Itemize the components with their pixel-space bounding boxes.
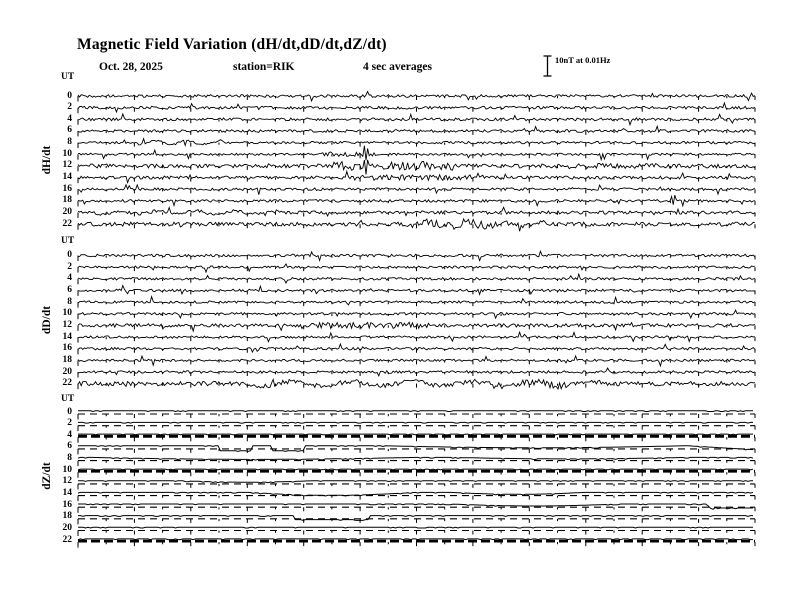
- row-label: 8: [67, 296, 72, 307]
- panel-ylabel-dDdt: dD/dt: [41, 305, 53, 334]
- row-label: 6: [67, 284, 72, 295]
- row-label: 6: [67, 441, 72, 452]
- row-label: 10: [62, 148, 72, 159]
- ut-label: UT: [61, 72, 75, 82]
- panel-ylabel-dZdt: dZ/dt: [41, 462, 53, 490]
- row-label: 14: [62, 331, 72, 342]
- row-label: 2: [67, 261, 72, 272]
- averaging-label: 4 sec averages: [363, 61, 432, 73]
- row-label: 12: [62, 476, 72, 487]
- row-label: 20: [62, 523, 72, 533]
- row-label: 2: [67, 102, 72, 113]
- row-label: 16: [62, 343, 72, 354]
- station-label: station=RIK: [233, 61, 295, 73]
- row-label: 14: [62, 488, 72, 499]
- row-label: 16: [62, 499, 72, 510]
- date-label: Oct. 28, 2025: [99, 61, 163, 73]
- row-label: 18: [62, 195, 72, 206]
- row-label: 22: [62, 218, 72, 229]
- row-label: 16: [62, 183, 72, 194]
- ut-label: UT: [61, 393, 75, 404]
- scale-bar-label: 10nT at 0.01Hz: [555, 55, 611, 65]
- row-label: 18: [62, 511, 72, 522]
- row-label: 10: [62, 464, 72, 475]
- row-label: 2: [67, 418, 72, 429]
- row-label: 0: [67, 250, 72, 260]
- row-label: 4: [67, 273, 72, 284]
- row-label: 8: [67, 137, 72, 148]
- row-label: 4: [67, 113, 72, 124]
- row-label: 0: [67, 406, 72, 417]
- ut-label: UT: [61, 236, 75, 246]
- row-label: 22: [62, 534, 72, 545]
- row-label: 18: [62, 354, 72, 365]
- panel-ylabel-dHdt: dH/dt: [41, 145, 53, 175]
- row-label: 6: [67, 125, 72, 136]
- row-label: 8: [67, 453, 72, 464]
- row-label: 4: [67, 429, 72, 440]
- row-label: 12: [62, 160, 72, 171]
- row-label: 22: [62, 378, 72, 389]
- scale-bar: [544, 56, 552, 76]
- row-label: 10: [62, 308, 72, 319]
- row-label: 20: [62, 366, 72, 377]
- row-label: 12: [62, 319, 72, 330]
- row-label: 0: [67, 90, 72, 101]
- row-label: 20: [62, 207, 72, 217]
- row-label: 14: [62, 172, 72, 183]
- page-title: Magnetic Field Variation (dH/dt,dD/dt,dZ/dt): [77, 36, 387, 53]
